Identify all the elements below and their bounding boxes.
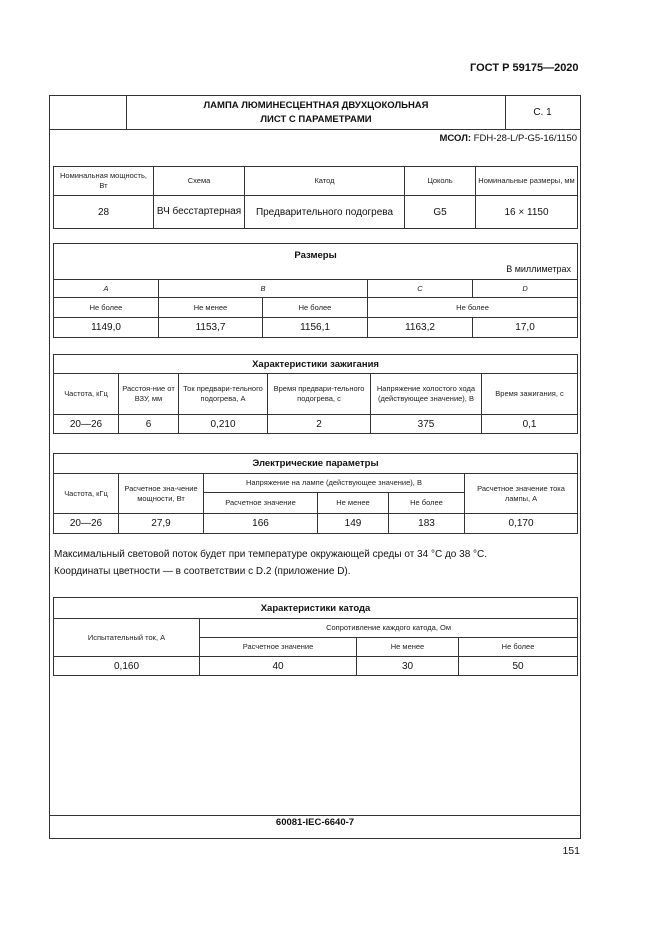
header-cell: Расчетное значение	[200, 638, 357, 657]
header-cell: Цоколь	[405, 167, 476, 196]
table-row	[54, 196, 578, 229]
lamp-code-value: FDH-28-L/P-G5-16/1150	[471, 133, 577, 144]
header-cell: Испытательный ток, А	[54, 619, 200, 657]
table-title: Электрические параметры	[54, 454, 578, 474]
title-line-1: ЛАМПА ЛЮМИНЕСЦЕНТНАЯ ДВУХЦОКОЛЬНАЯ	[203, 99, 429, 111]
value-cell: 0,1	[482, 415, 578, 434]
lamp-code	[300, 133, 577, 144]
header-cell: Напряжение холостого хода (действующее значение), В	[371, 374, 482, 415]
header-cell: Номинальные размеры, мм	[476, 167, 578, 196]
header-cell: Схема	[154, 167, 245, 196]
standard-number: ГОСТ Р 59175—2020	[470, 62, 579, 74]
sheet-title	[126, 96, 506, 129]
value-cell: 1153,7	[159, 318, 263, 338]
value-cell: 16 × 1150	[476, 196, 578, 229]
page-number: 151	[562, 845, 580, 857]
table-header-row	[54, 280, 578, 298]
header-cell: Напряжение на лампе (действующее значение), В	[204, 474, 465, 493]
value-cell: 6	[119, 415, 179, 434]
header-cell: Не менее	[318, 493, 389, 514]
table-row	[54, 415, 578, 434]
value-cell: 27,9	[119, 514, 204, 534]
value-cell: 0,210	[179, 415, 268, 434]
header-cell: Сопротивление каждого катода, Ом	[200, 619, 578, 638]
lamp-code-label: МСОЛ:	[439, 133, 472, 144]
header-cell: Расчетное зна-чение мощности, Вт	[119, 474, 204, 514]
header-cell: Частота, кГц	[54, 374, 119, 415]
header-cell: Время предвари-тельного подогрева, с	[268, 374, 371, 415]
sheet-number: С. 1	[533, 107, 552, 118]
table-header-row	[54, 374, 578, 415]
header-cell: B	[159, 280, 368, 298]
value-cell: 2	[268, 415, 371, 434]
header-cell: Катод	[245, 167, 405, 196]
header-cell: Частота, кГц	[54, 474, 119, 514]
header-cell: Номинальная мощность, Вт	[54, 167, 154, 196]
value-cell: 17,0	[473, 318, 578, 338]
table-title: Характеристики катода	[54, 598, 578, 619]
header-cell: Не более	[263, 298, 368, 318]
header-cell: C	[368, 280, 473, 298]
table-title: Характеристики зажигания	[54, 355, 578, 374]
value-cell: 30	[357, 657, 459, 676]
value-cell: 50	[459, 657, 578, 676]
table-row	[54, 514, 578, 534]
header-cell: Не более	[389, 493, 465, 514]
header-cell: Не более	[368, 298, 578, 318]
header-cell: Не более	[54, 298, 159, 318]
header-cell: Не менее	[159, 298, 263, 318]
value-cell: 149	[318, 514, 389, 534]
table-title-row	[54, 598, 578, 619]
electrical-table	[53, 453, 578, 534]
value-cell: ВЧ бесстартерная	[154, 196, 245, 229]
table-title: Размеры	[54, 244, 578, 280]
header-cell: Время зажигания, с	[482, 374, 578, 415]
table-header-row	[54, 167, 578, 196]
table-title-row	[54, 454, 578, 474]
note-line: Максимальный световой поток будет при температуре окружающей среды от 34 °С до 38 °С.	[54, 549, 488, 560]
table-header-row	[54, 619, 578, 638]
value-cell: 183	[389, 514, 465, 534]
header-cell: A	[54, 280, 159, 298]
header-cell: D	[473, 280, 578, 298]
cathode-table	[53, 597, 578, 676]
value-cell: 20—26	[54, 415, 119, 434]
note-line: Координаты цветности — в соответствии с D.2 (приложение D).	[54, 566, 351, 577]
header-cell: Ток предвари-тельного подогрева, А	[179, 374, 268, 415]
footer-divider	[50, 815, 580, 816]
sheet-reference: 60081-IEC-6640-7	[275, 817, 355, 828]
header-cell: Расчетное значение тока лампы, А	[465, 474, 578, 514]
value-cell: 1156,1	[263, 318, 368, 338]
ignition-table	[53, 354, 578, 434]
value-cell: 375	[371, 415, 482, 434]
value-cell: 0,170	[465, 514, 578, 534]
table-row	[54, 657, 578, 676]
table-header-row	[54, 474, 578, 493]
value-cell: 0,160	[54, 657, 200, 676]
value-cell: 20—26	[54, 514, 119, 534]
table-header-row	[54, 298, 578, 318]
units-note: В миллиметрах	[506, 264, 571, 274]
title-line-2: ЛИСТ С ПАРАМЕТРАМИ	[260, 113, 372, 125]
dimensions-table	[53, 243, 578, 338]
header-divider	[50, 129, 580, 130]
value-cell: 166	[204, 514, 318, 534]
value-cell: 1163,2	[368, 318, 473, 338]
value-cell: G5	[405, 196, 476, 229]
general-table	[53, 166, 578, 229]
header-cell: Расчетное значение	[204, 493, 318, 514]
value-cell: 40	[200, 657, 357, 676]
table-row	[54, 318, 578, 338]
value-cell: 1149,0	[54, 318, 159, 338]
header-cell: Не менее	[357, 638, 459, 657]
table-title-row	[54, 244, 578, 280]
value-cell: Предварительного подогрева	[245, 196, 405, 229]
header-cell: Не более	[459, 638, 578, 657]
table-title-row	[54, 355, 578, 374]
value-cell: 28	[54, 196, 154, 229]
header-cell: Расстоя-ние от ВЗУ, мм	[119, 374, 179, 415]
